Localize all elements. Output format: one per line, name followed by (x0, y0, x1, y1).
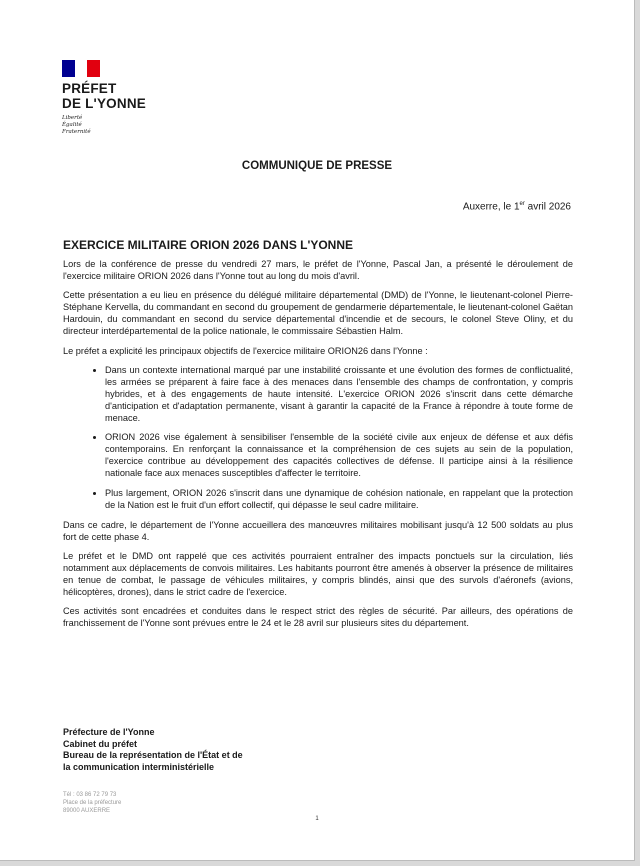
flag-red-band (87, 60, 100, 77)
date-sup: er (519, 201, 525, 207)
article-body (63, 258, 573, 636)
signature-line: Bureau de la représentation de l'État et de (63, 750, 243, 760)
motto-egalite: Égalité (62, 122, 82, 128)
paragraph: Cette présentation a eu lieu en présence du délégué militaire départemental (DMD) de l'Yonne, le lieutenant-colonel Pierre-Stéphane Kervella, du commandant en second du groupement de gendarmerie départementale, le lieutenant-colonel Gaëtan Hardouin, du commandant en second du service départemental d'incendie et de secours, le colonel Steve Oliny, et du directeur interdépartemental de la police nationale, le commissaire Sébastien Halm. (63, 290, 573, 337)
prefet-line1: PRÉFET (62, 81, 117, 96)
motto-liberte: Liberté (62, 115, 83, 121)
contact-city: 89000 AUXERRE (63, 808, 111, 814)
document-date (463, 201, 571, 212)
paragraph: Le préfet et le DMD ont rappelé que ces activités pourraient entraîner des impacts ponctuels sur la circulation, liés notamment aux déplacements de convois militaires. Les habitants pourront être amenés à observer la présence de militaires en tenue de combat, le passage de véhicules militaires, y compris blindés, ainsi que des survols d'aéronefs (avions, hélicoptères, drones), dans le strict cadre de l'exercice. (63, 550, 573, 598)
article-heading: EXERCICE MILITAIRE ORION 2026 DANS L'YONNE (63, 238, 354, 252)
page-number: 1 (315, 816, 319, 822)
contact-phone: Tél : 03 86 72 79 73 (63, 792, 117, 798)
date-prefix: Auxerre, le 1 (462, 201, 520, 213)
date-suffix: avril 2026 (524, 201, 571, 213)
prefet-logo (62, 60, 146, 136)
motto-fraternite: Fraternité (62, 129, 91, 135)
flag-blue-band (62, 60, 75, 77)
republic-motto (62, 115, 146, 136)
signature-line: la communication interministérielle (63, 761, 215, 772)
document-title: COMMUNIQUE DE PRESSE (241, 160, 393, 172)
french-flag-icon (62, 60, 100, 77)
signature-line: Préfecture de l'Yonne (63, 727, 155, 737)
prefet-line2: DE L'YONNE (62, 96, 146, 111)
list-item: • Plus largement, ORION 2026 s'inscrit dans une dynamique de cohésion nationale, en rappelant que la protection de la Nation est le fruit d'un effort collectif, qui dépasse le seul cadre militaire. (105, 487, 573, 511)
flag-white-band (75, 60, 88, 77)
contact-address: Place de la préfecture (63, 800, 122, 806)
signature-line: Cabinet du préfet (63, 738, 138, 749)
paragraph: Lors de la conférence de presse du vendredi 27 mars, le préfet de l'Yonne, Pascal Jan, a présenté le déroulement de l'exercice militaire ORION 2026 dans l'Yonne tout au long du mois d'avril. (63, 259, 573, 282)
prefet-name (62, 81, 146, 111)
contact-info (63, 791, 121, 815)
paragraph: Ces activités sont encadrées et conduites dans le respect strict des règles de sécurité. Par ailleurs, des opérations de franchissement de l'Yonne sont prévues entre le 24 et le 28 avril sur plusieurs sites du département. (63, 606, 573, 629)
list-item: • ORION 2026 vise également à sensibiliser l'ensemble de la société civile aux enjeux de défense et aux défis contemporains. En renforçant la connaissance et la compréhension de ces sujets au sein de la population, l'exercice contribue au développement des capacités collectives de défense. Il participe ainsi à la résilience nationale face aux menaces susceptibles d'affecter le territoire. (105, 431, 573, 479)
paragraph: Dans ce cadre, le département de l'Yonne accueillera des manœuvres militaires mobilisant jusqu'à 12 500 soldats au plus fort de cette phase 4. (63, 519, 573, 542)
list-item: • Dans un contexte international marqué par une instabilité croissante et une évolution des formes de conflictualité, les armées se préparent à faire face à des menaces dans l'ensemble des champs de confrontation, y compris hybrides, et à des engagements de haute intensité. L'exercice ORION 2026 s'inscrit dans cette démarche d'anticipation et d'adaptation permanente, visant à garantir la capacité de la France à répondre à toute forme de menace. (105, 364, 573, 424)
paragraph: Le préfet a explicité les principaux objectifs de l'exercice militaire ORION26 dans l'Yonne : (63, 345, 428, 356)
objectives-list (63, 364, 573, 511)
signature-block (63, 727, 243, 773)
